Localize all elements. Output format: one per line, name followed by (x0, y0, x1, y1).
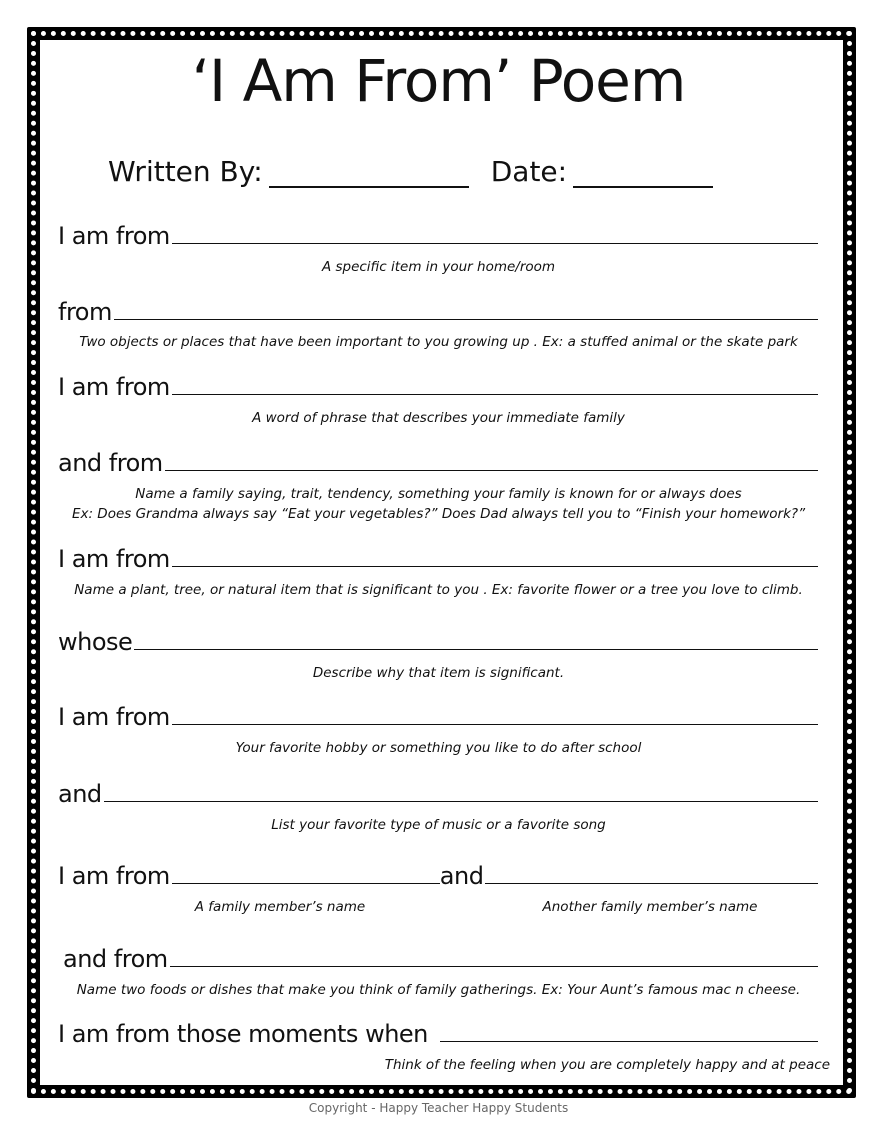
prompt-hint-second: Another family member’s name (542, 899, 758, 915)
prompt-stem: from (58, 298, 112, 326)
answer-line[interactable] (172, 243, 818, 244)
prompt-row (58, 224, 818, 248)
prompt-row (58, 547, 818, 571)
answer-line[interactable] (114, 319, 818, 320)
prompt-stem-second: and (439, 862, 484, 890)
prompt-hint: A word of phrase that describes your immediate family (252, 410, 625, 426)
written-by-label: Written By: (108, 155, 263, 188)
prompt-stem: I am from (58, 373, 170, 401)
prompt-stem: I am from (58, 545, 170, 573)
prompt-hint: Name a plant, tree, or natural item that is significant to you . Ex: favorite flower or a tree you love to climb. (74, 582, 803, 598)
prompt-hint: List your favorite type of music or a favorite song (271, 817, 606, 833)
page-title: ‘I Am From’ Poem (191, 47, 686, 115)
answer-line[interactable] (440, 1041, 818, 1042)
answer-line[interactable] (134, 649, 818, 650)
prompt-row (58, 705, 818, 729)
prompt-stem: and (58, 780, 102, 808)
prompt-row (58, 451, 818, 475)
answer-line[interactable] (172, 394, 818, 395)
prompt-row (58, 782, 818, 806)
prompt-hint: A specific item in your home/room (321, 259, 556, 275)
prompt-row (58, 375, 818, 399)
prompt-stem: I am from (58, 862, 170, 890)
prompt-hint: Name a family saying, trait, tendency, something your family is known for or always does (135, 486, 742, 502)
answer-line-first[interactable] (172, 883, 440, 884)
answer-line[interactable] (165, 470, 818, 471)
prompt-row (58, 864, 818, 888)
prompt-stem: I am from (58, 222, 170, 250)
prompt-hint: Name two foods or dishes that make you think of family gatherings. Ex: Your Aunt’s famous mac n cheese. (76, 982, 801, 998)
prompt-stem: I am from (58, 703, 170, 731)
prompt-stem: whose (58, 628, 133, 656)
prompt-stem: and from (63, 945, 168, 973)
date-label: Date: (490, 155, 568, 188)
prompt-stem: and from (58, 449, 163, 477)
prompt-row (63, 947, 818, 971)
prompt-row (58, 300, 818, 324)
date-blank[interactable] (573, 160, 713, 188)
answer-line[interactable] (172, 724, 818, 725)
copyright-footer: Copyright - Happy Teacher Happy Students (308, 1101, 569, 1115)
prompt-hint: Your favorite hobby or something you like to do after school (235, 740, 642, 756)
answer-line[interactable] (170, 966, 818, 967)
prompt-hint: Think of the feeling when you are completely happy and at peace (384, 1057, 830, 1073)
prompt-hint: Describe why that item is significant. (312, 665, 565, 681)
prompt-row (58, 630, 818, 654)
answer-line-second[interactable] (485, 883, 818, 884)
prompt-hint-example: Ex: Does Grandma always say “Eat your vegetables?” Does Dad always tell you to “Finish your homework?” (71, 506, 806, 522)
prompt-row (58, 1022, 818, 1046)
written-by-blank[interactable] (269, 160, 469, 188)
prompt-stem: I am from those moments when (58, 1020, 428, 1048)
prompt-hint: Two objects or places that have been important to you growing up . Ex: a stuffed animal or the skate park (79, 334, 798, 350)
answer-line[interactable] (172, 566, 818, 567)
prompt-hint: A family member’s name (194, 899, 366, 915)
byline (108, 155, 719, 188)
answer-line[interactable] (104, 801, 818, 802)
